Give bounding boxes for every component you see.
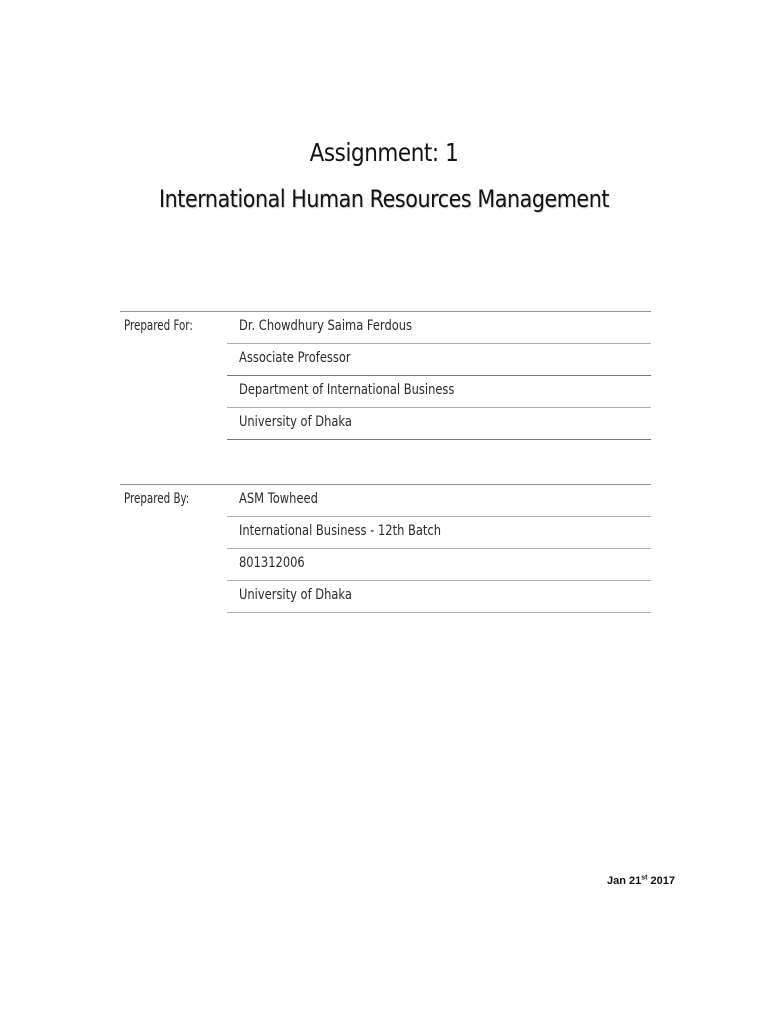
date-month-day: Jan 21 bbox=[606, 875, 642, 887]
prepared-by-rows bbox=[227, 485, 651, 613]
table-row bbox=[227, 408, 651, 440]
prepared-for-department: Department of International Business bbox=[239, 382, 455, 398]
prepared-for-rows bbox=[227, 312, 651, 440]
date-ordinal-suffix: st bbox=[641, 874, 648, 882]
table-row bbox=[227, 549, 651, 581]
prepared-for-position: Associate Professor bbox=[239, 350, 351, 366]
submission-date bbox=[607, 875, 675, 887]
prepared-by-program: International Business - 12th Batch bbox=[239, 523, 442, 539]
prepared-for-university: University of Dhaka bbox=[239, 414, 352, 430]
prepared-by-id: 801312006 bbox=[239, 555, 305, 571]
table-row bbox=[227, 485, 651, 517]
prepared-by-label: Prepared By: bbox=[124, 491, 190, 507]
table-row bbox=[227, 344, 651, 376]
prepared-for-label: Prepared For: bbox=[124, 318, 193, 334]
document-subtitle: International Human Resources Management bbox=[158, 185, 610, 213]
table-row bbox=[227, 312, 651, 344]
date-year: 2017 bbox=[650, 875, 675, 887]
table-row bbox=[227, 517, 651, 549]
document-title: Assignment: 1 bbox=[309, 138, 459, 167]
prepared-for-name: Dr. Chowdhury Saima Ferdous bbox=[239, 318, 413, 334]
table-row bbox=[227, 581, 651, 613]
prepared-by-name: ASM Towheed bbox=[239, 491, 318, 507]
prepared-by-university: University of Dhaka bbox=[239, 587, 352, 603]
table-row bbox=[227, 376, 651, 408]
